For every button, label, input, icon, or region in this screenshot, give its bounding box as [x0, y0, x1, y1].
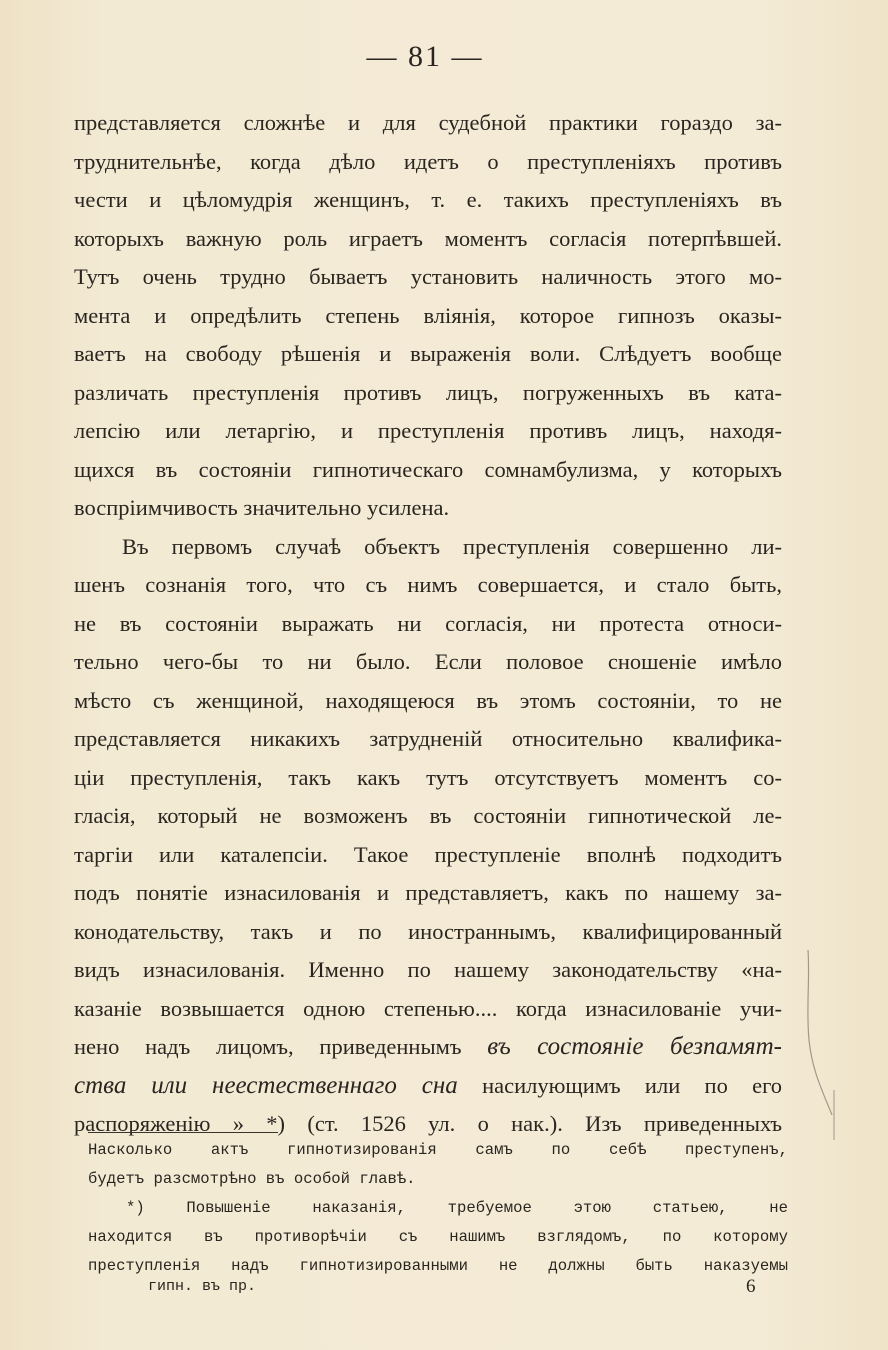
text-line: труднительнѣе, когда дѣло идетъ о преступленіяхъ противъ	[74, 148, 782, 174]
text-line: представляется никакихъ затрудненій относительно квалифика-	[74, 726, 782, 751]
text-line: ваетъ на свободу рѣшенія и выраженія воли. Слѣдуетъ вообще	[74, 341, 782, 366]
footnote-divider	[88, 1132, 278, 1133]
text-run: нено надъ лицомъ, приведеннымъ	[74, 1034, 488, 1059]
text-line: щихся въ состояніи гипнотическаго сомнамбулизма, у которыхъ	[74, 456, 782, 482]
text-line: ціи преступленія, такъ какъ тутъ отсутствуетъ моментъ со-	[74, 764, 782, 790]
text-line: чести и цѣломудрія женщинъ, т. е. такихъ преступленіяхъ въ	[74, 187, 782, 212]
text-line: тельно чего-бы то ни было. Если половое сношеніе имѣло	[74, 649, 782, 674]
sheet-number: 6	[746, 1276, 756, 1297]
text-run: насилующимъ или по его	[457, 1072, 782, 1098]
margin-pencil-mark	[800, 940, 850, 1140]
main-text	[74, 104, 782, 1144]
text-line: Тутъ очень трудно бываетъ установить наличность этого мо-	[74, 264, 782, 289]
text-line: гласія, который не возможенъ въ состояніи гипнотической ле-	[74, 803, 782, 828]
text-line	[74, 1028, 782, 1067]
footnote-line: будетъ разсмотрѣно въ особой главѣ.	[88, 1170, 416, 1188]
text-line: шенъ сознанія того, что съ нимъ совершается, и стало быть,	[74, 572, 782, 597]
footnote-line: находится въ противорѣчіи съ нашимъ взглядомъ, по которому	[88, 1228, 788, 1246]
text-line: не въ состояніи выражать ни согласія, ни протеста относи-	[74, 610, 782, 636]
text-line: казаніе возвышается одною степенью.... когда изнасилованіе учи-	[74, 995, 782, 1021]
text-line: Въ первомъ случаѣ объектъ преступленія совершенно ли-	[122, 533, 782, 559]
text-line: которыхъ важную роль играетъ моментъ согласія потерпѣвшей.	[74, 225, 782, 251]
text-line: подъ понятіе изнасилованія и представляетъ, какъ по нашему за-	[74, 880, 782, 905]
footnote-line: *) Повышеніе наказанія, требуемое этою статьею, не	[126, 1199, 788, 1217]
text-line	[74, 1067, 782, 1106]
italic-emphasis: въ состояніе безпамят-	[487, 1033, 782, 1060]
text-line: представляется сложнѣе и для судебной практики гораздо за-	[74, 110, 782, 135]
text-line: мѣсто съ женщиной, находящеюся въ этомъ состояніи, то не	[74, 687, 782, 713]
text-line: видъ изнасилованія. Именно по нашему законодательству «на-	[74, 957, 782, 982]
footnote-line: Насколько актъ гипнотизированія самъ по себѣ преступенъ,	[88, 1141, 788, 1159]
text-line: конодательству, такъ и по иностраннымъ, квалифицированный	[74, 918, 782, 944]
page-number: — 81 —	[366, 40, 484, 73]
footnote-line: преступленія надъ гипнотизированными не должны быть наказуемы	[88, 1257, 788, 1275]
text-line: воспріимчивость значительно усилена.	[74, 495, 450, 520]
italic-emphasis: ства или неестественнаго сна	[74, 1071, 458, 1099]
text-line: различать преступленія противъ лицъ, погруженныхъ въ ката-	[74, 379, 782, 405]
footnotes	[88, 1136, 788, 1281]
text-line: распоряженію » *) (ст. 1526 ул. о нак.). Изъ приведенныхъ	[74, 1111, 782, 1136]
text-line: мента и опредѣлить степень вліянія, которое гипнозъ оказы-	[74, 302, 782, 328]
text-line: таргіи или каталепсіи. Такое преступленіе вполнѣ подходитъ	[74, 841, 782, 867]
printer-signature: гипн. въ пр.	[148, 1278, 257, 1295]
text-line: лепсію или летаргію, и преступленія противъ лицъ, находя-	[74, 418, 782, 443]
